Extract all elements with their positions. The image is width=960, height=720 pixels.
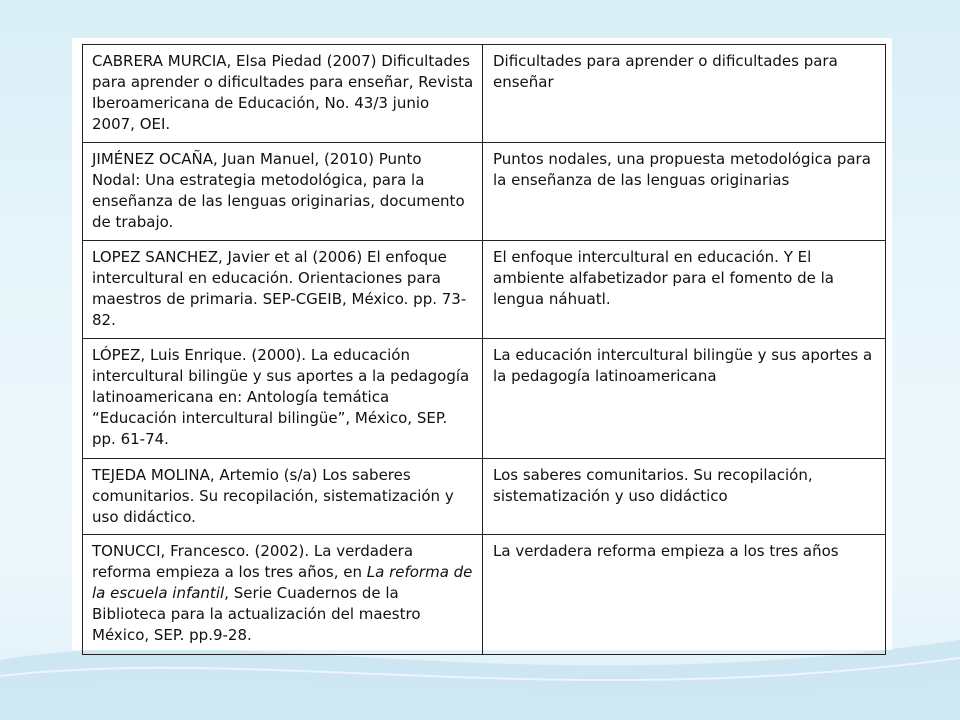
topic-cell: Los saberes comunitarios. Su recopilación, sistematización y uso didáctico (483, 459, 886, 535)
reference-table (82, 44, 886, 655)
table-row (83, 339, 886, 459)
reference-text: , Serie Cuadernos de la Biblioteca para la actualización del maestro México, SEP. pp.9-28. (92, 584, 421, 644)
topic-cell: Dificultades para aprender o dificultades para enseñar (483, 45, 886, 143)
reference-cell: LOPEZ SANCHEZ, Javier et al (2006) El enfoque intercultural en educación. Orientaciones para maestros de primaria. SEP-CGEIB, México. pp. 73-82. (83, 241, 483, 339)
topic-cell: La educación intercultural bilingüe y sus aportes a la pedagogía latinoamericana (483, 339, 886, 459)
reference-cell: JIMÉNEZ OCAÑA, Juan Manuel, (2010) Punto Nodal: Una estrategia metodológica, para la enseñanza de las lenguas originarias, documento de trabajo. (83, 143, 483, 241)
table-row (83, 143, 886, 241)
table-row (83, 535, 886, 655)
reference-italic-title: La reforma de la escuela infantil (92, 563, 473, 602)
topic-cell: Puntos nodales, una propuesta metodológica para la enseñanza de las lenguas originarias (483, 143, 886, 241)
reference-cell: TEJEDA MOLINA, Artemio (s/a) Los saberes comunitarios. Su recopilación, sistematización y uso didáctico. (83, 459, 483, 535)
reference-cell (83, 535, 483, 655)
reference-cell: LÓPEZ, Luis Enrique. (2000). La educación intercultural bilingüe y sus aportes a la pedagogía latinoamericana en: Antología temática “Educación intercultural bilingüe”, México, SEP. pp. 61-74. (83, 339, 483, 459)
table-row (83, 459, 886, 535)
table-row (83, 45, 886, 143)
topic-cell: El enfoque intercultural en educación. Y El ambiente alfabetizador para el fomento de la lengua náhuatl. (483, 241, 886, 339)
reference-text: TONUCCI, Francesco. (2002). La verdadera reforma empieza a los tres años, en (92, 542, 414, 581)
table-row (83, 241, 886, 339)
reference-table-image (72, 38, 892, 650)
reference-cell: CABRERA MURCIA, Elsa Piedad (2007) Dificultades para aprender o dificultades para enseñar, Revista Iberoamericana de Educación, No. 43/3 junio 2007, OEI. (83, 45, 483, 143)
topic-cell: La verdadera reforma empieza a los tres años (483, 535, 886, 655)
